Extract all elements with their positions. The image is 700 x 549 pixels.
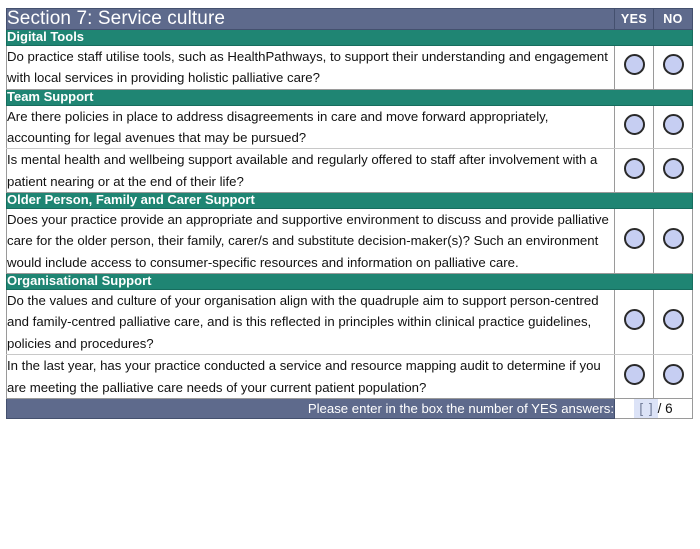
question-row <box>7 209 693 274</box>
question-row <box>7 45 693 89</box>
audit-form-sheet <box>6 8 692 419</box>
table-header-row <box>7 9 693 30</box>
question-row <box>7 355 693 399</box>
section-header-label: Older Person, Family and Carer Support <box>7 193 693 209</box>
answer-cell-yes[interactable] <box>615 355 654 399</box>
question-text: Does your practice provide an appropriate and supportive environment to discuss and provide palliative care for the older person, their family, carer/s and substitute decision-maker(s)? Such an environment would include access to consumer-specific resources and information on palliative care. <box>7 209 615 274</box>
radio-no[interactable] <box>663 114 684 135</box>
answer-cell-no[interactable] <box>654 105 693 149</box>
answer-cell-yes[interactable] <box>615 209 654 274</box>
column-header-yes: YES <box>615 9 654 30</box>
answer-cell-no[interactable] <box>654 45 693 89</box>
service-culture-audit-table <box>6 8 693 419</box>
answer-cell-yes[interactable] <box>615 149 654 193</box>
footer-row <box>7 398 693 418</box>
radio-yes[interactable] <box>624 364 645 385</box>
answer-cell-yes[interactable] <box>615 45 654 89</box>
radio-yes[interactable] <box>624 309 645 330</box>
radio-no[interactable] <box>663 228 684 249</box>
yes-answers-denominator: / 6 <box>657 400 673 416</box>
section-header-row <box>7 193 693 209</box>
radio-yes[interactable] <box>624 54 645 75</box>
question-text: Is mental health and wellbeing support available and regularly offered to staff after involvement with a patient nearing or at the end of their life? <box>7 149 615 193</box>
question-text: In the last year, has your practice conducted a service and resource mapping audit to determine if you are meeting the palliative care needs of your current patient population? <box>7 355 615 399</box>
section-header-row <box>7 29 693 45</box>
section-header-row <box>7 89 693 105</box>
question-text: Do practice staff utilise tools, such as HealthPathways, to support their understanding and engagement with local services in providing holistic palliative care? <box>7 45 615 89</box>
answer-cell-no[interactable] <box>654 290 693 355</box>
section-header-label: Team Support <box>7 89 693 105</box>
column-header-no: NO <box>654 9 693 30</box>
radio-no[interactable] <box>663 309 684 330</box>
question-text: Are there policies in place to address disagreements in care and move forward appropriately, accounting for legal avenues that may be pursued? <box>7 105 615 149</box>
radio-yes[interactable] <box>624 158 645 179</box>
yes-answers-input[interactable]: [ ] <box>634 399 657 418</box>
question-row <box>7 290 693 355</box>
answer-cell-no[interactable] <box>654 149 693 193</box>
radio-no[interactable] <box>663 364 684 385</box>
answer-cell-no[interactable] <box>654 209 693 274</box>
radio-no[interactable] <box>663 158 684 179</box>
yes-answers-total-cell[interactable] <box>615 398 693 418</box>
radio-no[interactable] <box>663 54 684 75</box>
answer-cell-no[interactable] <box>654 355 693 399</box>
question-text: Do the values and culture of your organisation align with the quadruple aim to support person-centred and family-centred palliative care, and is this reflected in principles within clinical practice guidelines, policies and procedures? <box>7 290 615 355</box>
answer-cell-yes[interactable] <box>615 105 654 149</box>
section-header-label: Digital Tools <box>7 29 693 45</box>
section-header-label: Organisational Support <box>7 274 693 290</box>
question-row <box>7 149 693 193</box>
radio-yes[interactable] <box>624 228 645 249</box>
page-title: Section 7: Service culture <box>7 9 615 30</box>
radio-yes[interactable] <box>624 114 645 135</box>
question-row <box>7 105 693 149</box>
answer-cell-yes[interactable] <box>615 290 654 355</box>
section-header-row <box>7 274 693 290</box>
yes-answers-prompt: Please enter in the box the number of YES answers: <box>7 398 615 418</box>
